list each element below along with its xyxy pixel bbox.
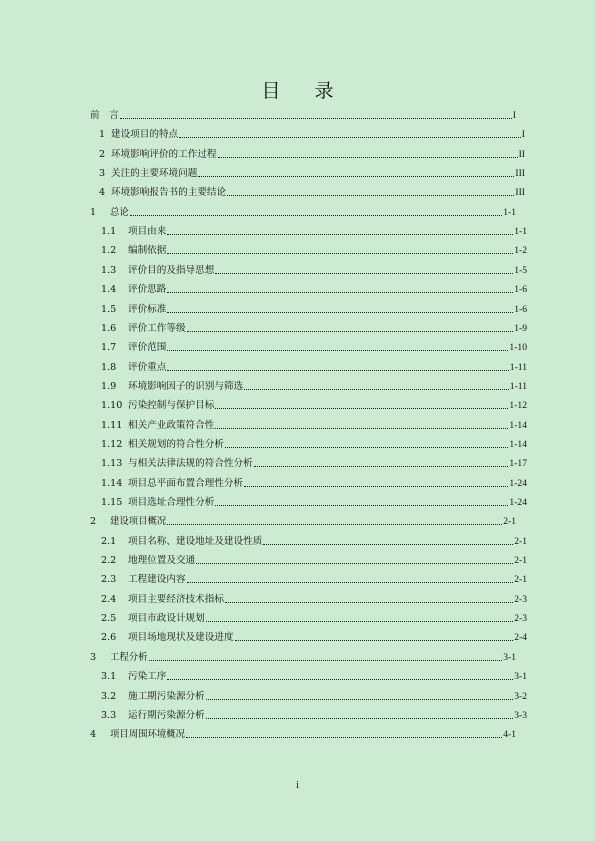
dot-leader [206,718,513,719]
dot-leader [179,137,521,138]
dot-leader [167,312,513,313]
toc-entry-page: 2-1 [514,555,527,567]
toc-entry-number: 2 [99,148,106,160]
toc-entry-title: 环境影响报告书的主要结论 [111,187,227,199]
toc-entry-number: 1.12 [101,438,123,450]
toc-entry[interactable] [90,687,527,703]
toc-entry-number: 1.4 [101,284,117,296]
toc-entry[interactable] [90,396,527,412]
dot-leader [187,331,514,332]
toc-entry-title: 项目主要经济技术指标 [128,593,224,605]
toc-entry-title: 施工期污染源分析 [128,690,205,702]
toc-entry-number: 1.5 [101,303,117,315]
toc-entry[interactable] [90,512,516,528]
dot-leader [167,524,502,525]
toc-entry-page: 3-2 [514,690,527,702]
toc-entry[interactable] [90,474,527,490]
toc-entry-title: 污染工序 [128,671,167,683]
toc-entry-title: 项目市政设计规划 [128,613,205,625]
toc-entry-title: 环境影响因子的识别与筛选 [128,380,244,392]
toc-entry[interactable] [90,493,527,509]
dot-leader [120,118,512,119]
dot-leader [187,582,514,583]
toc-entry-page: 2-1 [514,535,527,547]
toc-entry-title: 相关规划的符合性分析 [128,438,224,450]
dot-leader [215,408,508,409]
toc-entry[interactable] [90,435,527,451]
toc-entry-page: 1-10 [509,342,527,354]
toc-entry-page: 2-1 [514,574,527,586]
dot-leader [130,215,502,216]
toc-entry[interactable] [90,667,527,683]
toc-entry-title: 项目由来 [128,226,167,238]
toc-entry-number: 3.2 [101,690,117,702]
toc-entry-title: 工程建设内容 [128,574,186,586]
toc-entry-page: 1-2 [514,245,527,257]
toc-entry[interactable] [90,725,516,741]
toc-entry[interactable] [90,454,527,470]
dot-leader [206,621,513,622]
toc-entry[interactable] [90,319,527,335]
toc-entry-title: 相关产业政策符合性 [128,419,215,431]
dot-leader [206,699,513,700]
toc-entry-number: 1.1 [101,226,117,238]
toc-entry-title: 关注的主要环境问题 [111,168,198,180]
toc-entry-number: 2.1 [101,535,117,547]
toc-entry-number: 2.2 [101,555,117,567]
toc-entry-page: 1-6 [514,303,527,315]
dot-leader [215,505,508,506]
dot-leader [244,389,509,390]
toc-entry-number: 2.5 [101,613,117,625]
toc-entry-number: 2.3 [101,574,117,586]
toc-entry-number: 2.6 [101,632,117,644]
dot-leader [167,350,508,351]
toc-entry-page: I [521,129,525,141]
toc-entry-title: 项目周围环境概况 [110,729,186,741]
toc-entry[interactable] [90,570,527,586]
toc-entry[interactable] [90,648,516,664]
dot-leader [215,428,508,429]
toc-entry[interactable] [90,377,527,393]
toc-entry-page: 2-3 [514,613,527,625]
toc-entry[interactable] [90,222,527,238]
toc-entry-page: 1-24 [509,477,527,489]
toc-entry[interactable] [90,183,525,199]
toc-entry-page: 2-3 [514,593,527,605]
toc-entry[interactable] [90,300,527,316]
toc-entry[interactable] [90,241,527,257]
toc-entry[interactable] [90,706,527,722]
toc-entry-number: 2.4 [101,593,117,605]
toc-entry-page: 1-24 [509,497,527,508]
dot-leader [244,486,508,487]
toc-entry-title: 项目总平面布置合理性分析 [128,477,244,489]
toc-entry-page: 3-1 [514,671,527,683]
toc-entry[interactable] [90,203,516,219]
toc-entry[interactable] [90,338,527,354]
toc-entry-title: 项目名称、建设地址及建设性质 [128,535,263,547]
toc-entry-title: 污染控制与保护目标 [128,400,215,412]
toc-entry-number: 1.10 [101,400,123,412]
toc-entry-number: 1 [90,206,97,218]
toc-entry-number: 1.13 [101,458,123,470]
toc-entry-page: 1-14 [509,419,527,431]
toc-entry-number: 3 [90,651,97,663]
toc-entry-number: 1.2 [101,245,117,257]
toc-entry-title: 评价思路 [128,284,167,296]
toc-entry[interactable] [90,628,527,644]
toc-entry-number: 1 [99,129,106,141]
toc-entry[interactable] [90,106,516,122]
toc-entry-page: 1-12 [509,400,527,412]
toc-entry-page: 1-11 [509,361,527,373]
dot-leader [227,195,514,196]
toc-entry-title: 评价目的及指导思想 [128,264,215,276]
toc-entry-page: 1-9 [514,322,527,334]
dot-leader [167,370,508,371]
toc-entry-page: 1-11 [509,380,527,392]
toc-entry-title: 环境影响评价的工作过程 [111,148,217,160]
dot-leader [263,544,513,545]
toc-entry-number: 2 [90,516,97,528]
toc-entry-title: 建设项目概况 [110,516,167,528]
toc-entry-page: II [518,148,525,160]
toc-entry-number: 4 [90,729,97,741]
toc-entry-number: 1.9 [101,380,117,392]
toc-entry[interactable] [90,609,527,625]
toc-entry-number: 1.11 [101,419,123,431]
dot-leader [225,447,508,448]
toc-entry-page: 2-1 [503,516,516,528]
toc-entry-title: 与相关法律法规的符合性分析 [128,458,253,470]
toc-entry-page: 3-1 [503,651,516,663]
toc-entry-page: III [515,168,525,180]
page-number: i [296,780,299,791]
dot-leader [218,157,518,158]
toc-entry-title: 总论 [110,206,129,218]
toc-entry[interactable] [90,261,527,277]
dot-leader [167,679,513,680]
toc-entry-number: 3.3 [101,709,117,721]
toc-entry-page: 1-1 [514,226,527,238]
toc-entry-title: 项目场地现状及建设进度 [128,632,234,644]
page-title: 目 录 [261,80,348,102]
toc-entry[interactable] [90,164,525,180]
toc-entry-page: 1-1 [503,206,516,218]
dot-leader [215,273,513,274]
toc-entry[interactable] [90,532,527,548]
toc-entry[interactable] [90,125,525,141]
toc-entry-number: 1.14 [101,477,123,489]
toc-entry-title: 建设项目的特点 [111,129,179,141]
toc-entry-page: I [512,110,516,121]
toc-entry-title: 评价范围 [128,342,167,354]
dot-leader [149,660,503,661]
toc-entry[interactable] [90,358,527,374]
toc-entry-number: 1.6 [101,322,117,334]
dot-leader [167,234,513,235]
dot-leader [196,563,513,564]
dot-leader [167,253,513,254]
toc-entry-title: 工程分析 [110,651,148,663]
toc-entry[interactable] [90,280,527,296]
toc-entry-number: 1.7 [101,342,117,354]
toc-entry-title: 评价标准 [128,303,167,315]
toc-entry-page: 1-6 [514,284,527,296]
toc-entry-title: 评价工作等级 [128,322,186,334]
toc-entry-number: 1.3 [101,264,117,276]
toc-entry-title: 编制依据 [128,245,167,257]
toc-entry[interactable] [90,416,527,432]
toc-entry-page: 4-1 [503,729,516,741]
toc-entry-page: III [515,187,525,199]
toc-entry-title: 项目选址合理性分析 [128,497,215,508]
toc-entry-number: 前 言 [90,110,119,121]
toc-entry-page: 2-4 [514,632,527,644]
toc-entry-page: 3-3 [514,709,527,721]
toc-entry-page: 1-14 [509,438,527,450]
toc-entry-title: 评价重点 [128,361,167,373]
dot-leader [254,466,509,467]
toc-entry-number: 1.8 [101,361,117,373]
toc-entry[interactable] [90,590,527,606]
dot-leader [235,640,514,641]
dot-leader [167,292,513,293]
toc-entry-title: 运行期污染源分析 [128,709,205,721]
toc-entry[interactable] [90,551,527,567]
toc-entry[interactable] [90,145,525,161]
toc-entry-page: 1-17 [509,458,527,470]
toc-entry-number: 1.15 [101,497,123,508]
toc-entry-number: 3 [99,168,106,180]
toc-entry-title: 地理位置及交通 [128,555,196,567]
toc-entry-number: 3.1 [101,671,117,683]
toc-entry-number: 4 [99,187,106,199]
dot-leader [198,176,514,177]
dot-leader [225,602,513,603]
toc-entry-page: 1-5 [514,264,527,276]
dot-leader [186,737,502,738]
